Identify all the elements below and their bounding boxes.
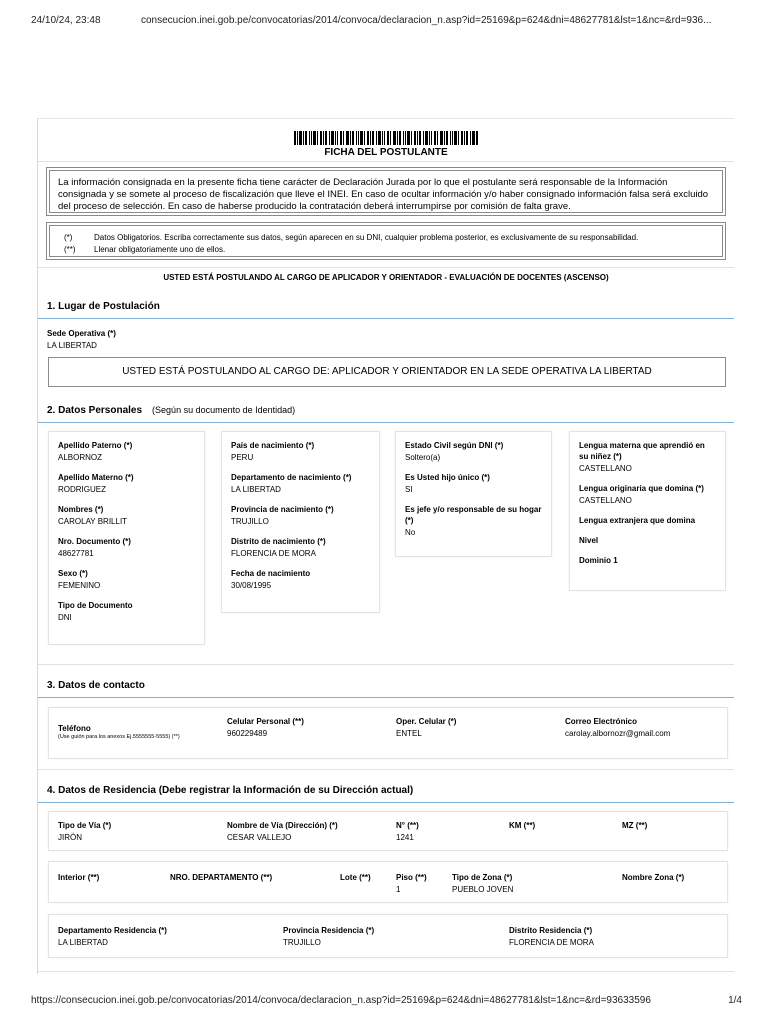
divider	[38, 161, 734, 162]
section-lugar-postulacion	[38, 297, 734, 319]
section-datos-contacto	[38, 676, 734, 698]
sede-field	[47, 328, 116, 351]
legend-row: (*) Datos Obligatorios. Escriba correctamente sus datos, según aparecen en su DNI, cualquier problema posterior, es exclusivamente de su responsabilidad.	[64, 233, 639, 242]
divider	[38, 267, 734, 268]
divider	[38, 769, 734, 770]
personal-card-identity: Apellido Paterno (*) ALBORNOZ Apellido Materno (*) RODRIGUEZ Nombres (*) CAROLAY BRILLIT Nro. Documento (*) 48627781 Sexo (*) FEMENINO Tipo de Documento DNI	[48, 431, 205, 645]
ficha-title: FICHA DEL POSTULANTE	[324, 147, 448, 158]
telefono-hint: (Use guión para los anexos Ej.5555555-5555) (**)	[58, 734, 180, 740]
declaration-notice	[46, 167, 726, 216]
divider	[38, 664, 734, 665]
personal-card-birth: País de nacimiento (*) PERU Departamento de nacimiento (*) LA LIBERTAD Provincia de nacimiento (*) TRUJILLO Distrito de nacimiento (*) FLORENCIA DE MORA Fecha de nacimiento 30/08/1995	[221, 431, 380, 613]
section-title: 4. Datos de Residencia (Debe registrar la Información de su Dirección actual)	[47, 785, 414, 796]
divider	[38, 971, 734, 972]
residence-row-interior: Interior (**) NRO. DEPARTAMENTO (**) Lote (**) Piso (**) 1 Tipo de Zona (*) PUEBLO JOVEN Nombre Zona (*)	[48, 861, 728, 903]
personal-card-civil: Estado Civil según DNI (*) Soltero(a) Es Usted hijo único (*) SI Es jefe y/o responsable de su hogar (*) No	[395, 431, 552, 557]
print-url: consecucion.inei.gob.pe/convocatorias/2014/convoca/declaracion_n.asp?id=25169&p=624&dni=48627781&lst=1&nc=&rd=936...	[141, 15, 712, 26]
obligatory-legend	[46, 222, 726, 260]
sede-summary-box: USTED ESTÁ POSTULANDO AL CARGO DE: APLICADOR Y ORIENTADOR EN LA SEDE OPERATIVA LA LIBERTAD	[48, 357, 726, 387]
telefono-field: Teléfono (Use guión para los anexos Ej.5555555-5555) (**)	[58, 724, 180, 740]
section-datos-personales	[38, 401, 734, 423]
legend-row: (**) Llenar obligatoriamente uno de ellos.	[64, 244, 226, 254]
residence-row-ubigeo: Departamento Residencia (*) LA LIBERTAD Provincia Residencia (*) TRUJILLO Distrito Residencia (*) FLORENCIA DE MORA	[48, 914, 728, 958]
field-value: LA LIBERTAD	[47, 341, 97, 350]
residence-row-via: Tipo de Vía (*) JIRÓN Nombre de Vía (Dirección) (*) CESAR VALLEJO N° (**) 1241 KM (**) MZ (**)	[48, 811, 728, 851]
section-datos-residencia	[38, 781, 734, 803]
section-note: (Según su documento de Identidad)	[152, 405, 296, 415]
cargo-heading: USTED ESTÁ POSTULANDO AL CARGO DE APLICADOR Y ORIENTADOR - EVALUACIÓN DE DOCENTES (ASCENSO)	[163, 273, 609, 282]
section-title: 3. Datos de contacto	[47, 680, 145, 691]
correo-field: Correo Electrónico carolay.albornozr@gmail.com	[565, 717, 671, 738]
declaration-text: La información consignada en la presente ficha tiene carácter de Declaración Jurada por lo que el postulante será responsable de la Información consignada y se somete al proceso de fiscalización que lleve el INEI. En caso de ocultar información y/o haber consignado información falsa será excluido del proceso de selección. En caso de haberse producido la contratación deberá interrumpirse por comisión de falta grave.	[49, 170, 723, 213]
print-url-footer: https://consecucion.inei.gob.pe/convocatorias/2014/convoca/declaracion_n.asp?id=25169&p=624&dni=48627781&lst=1&nc=&rd=93633596	[31, 995, 651, 1006]
celular-field: Celular Personal (**) 960229489	[227, 717, 304, 738]
personal-card-language: Lengua materna que aprendió en su niñez (*) CASTELLANO Lengua originaria que domina (*) CASTELLANO Lengua extranjera que domina Nivel Dominio 1	[569, 431, 726, 591]
section-title: 1. Lugar de Postulación	[47, 301, 160, 312]
barcode	[294, 131, 478, 145]
operador-field: Oper. Celular (*) ENTEL	[396, 717, 457, 738]
print-date: 24/10/24, 23:48	[31, 15, 101, 26]
ficha-sheet	[37, 118, 734, 974]
print-footer	[31, 995, 742, 1006]
print-header	[31, 15, 742, 26]
field-label: Sede Operativa (*)	[47, 329, 116, 338]
contact-row	[48, 707, 728, 759]
page-number: 1/4	[728, 995, 742, 1006]
section-title: 2. Datos Personales	[47, 405, 143, 416]
